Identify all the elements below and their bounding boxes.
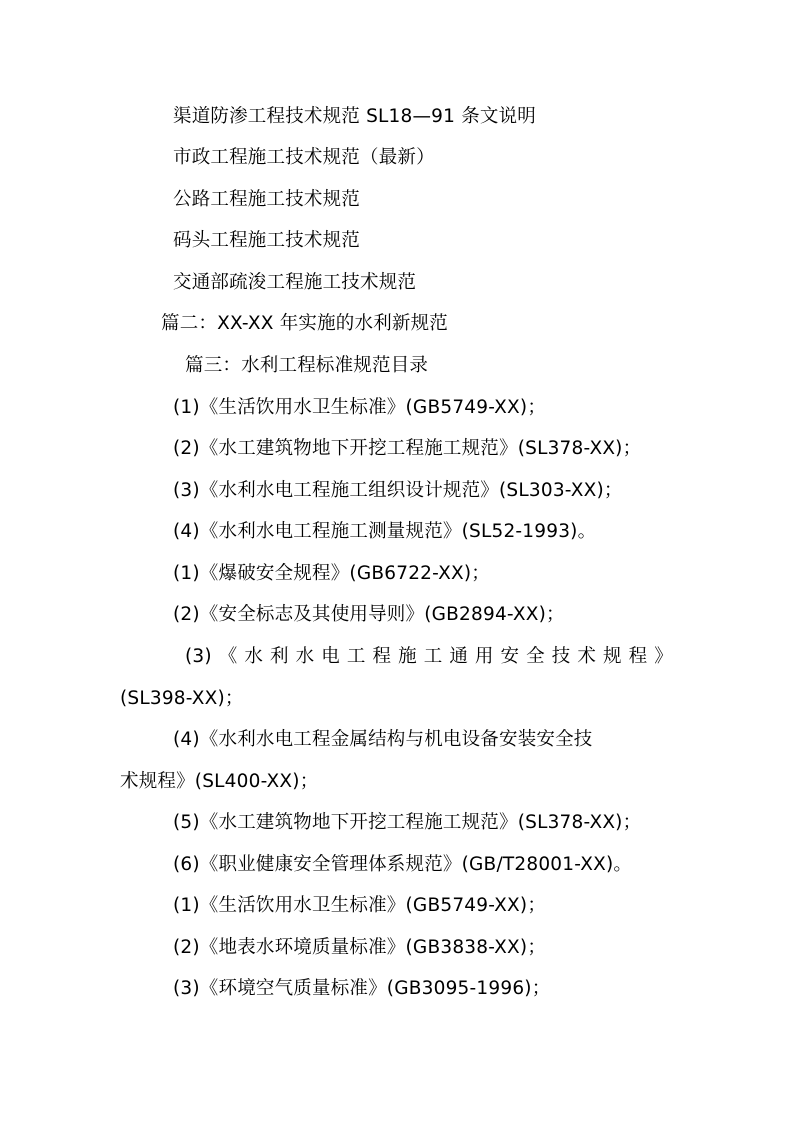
text-line-18: (5)《水工建筑物地下开挖工程施工规范》(SL378-XX)； — [173, 812, 642, 833]
text-line-12: (1)《爆破安全规程》(GB6722-XX)； — [173, 563, 490, 584]
text-line-14: (3)《水利水电工程施工通用安全技术规程》 — [185, 646, 673, 667]
text-line-5: 交通部疏浚工程施工技术规范 — [173, 272, 417, 293]
text-line-17: 术规程》(SL400-XX)； — [120, 771, 319, 792]
text-line-4: 码头工程施工技术规范 — [173, 230, 361, 251]
section-heading-2: 篇二：XX-XX 年实施的水利新规范 — [161, 313, 449, 334]
text-line-3: 公路工程施工技术规范 — [173, 189, 361, 210]
text-line-21: (2)《地表水环境质量标准》(GB3838-XX)； — [173, 937, 547, 958]
text-line-8: (1)《生活饮用水卫生标准》(GB5749-XX)； — [173, 397, 547, 418]
text-line-11: (4)《水利水电工程施工测量规范》(SL52-1993)。 — [173, 521, 597, 542]
text-line-16: (4)《水利水电工程金属结构与机电设备安装安全技 — [173, 729, 593, 750]
text-line-22: (3)《环境空气质量标准》(GB3095-1996)； — [173, 978, 551, 999]
text-line-2: 市政工程施工技术规范（最新） — [173, 147, 435, 168]
text-line-20: (1)《生活饮用水卫生标准》(GB5749-XX)； — [173, 895, 547, 916]
text-line-15: (SL398-XX)； — [120, 688, 244, 709]
text-line-1: 渠道防渗工程技术规范 SL18—91 条文说明 — [173, 106, 536, 127]
section-heading-3: 篇三：水利工程标准规范目录 — [185, 355, 429, 376]
text-line-9: (2)《水工建筑物地下开挖工程施工规范》(SL378-XX)； — [173, 438, 642, 459]
text-line-13: (2)《安全标志及其使用导则》(GB2894-XX)； — [173, 604, 565, 625]
text-line-10: (3)《水利水电工程施工组织设计规范》(SL303-XX)； — [173, 480, 623, 501]
text-line-19: (6)《职业健康安全管理体系规范》(GB/T28001-XX)。 — [173, 854, 633, 875]
